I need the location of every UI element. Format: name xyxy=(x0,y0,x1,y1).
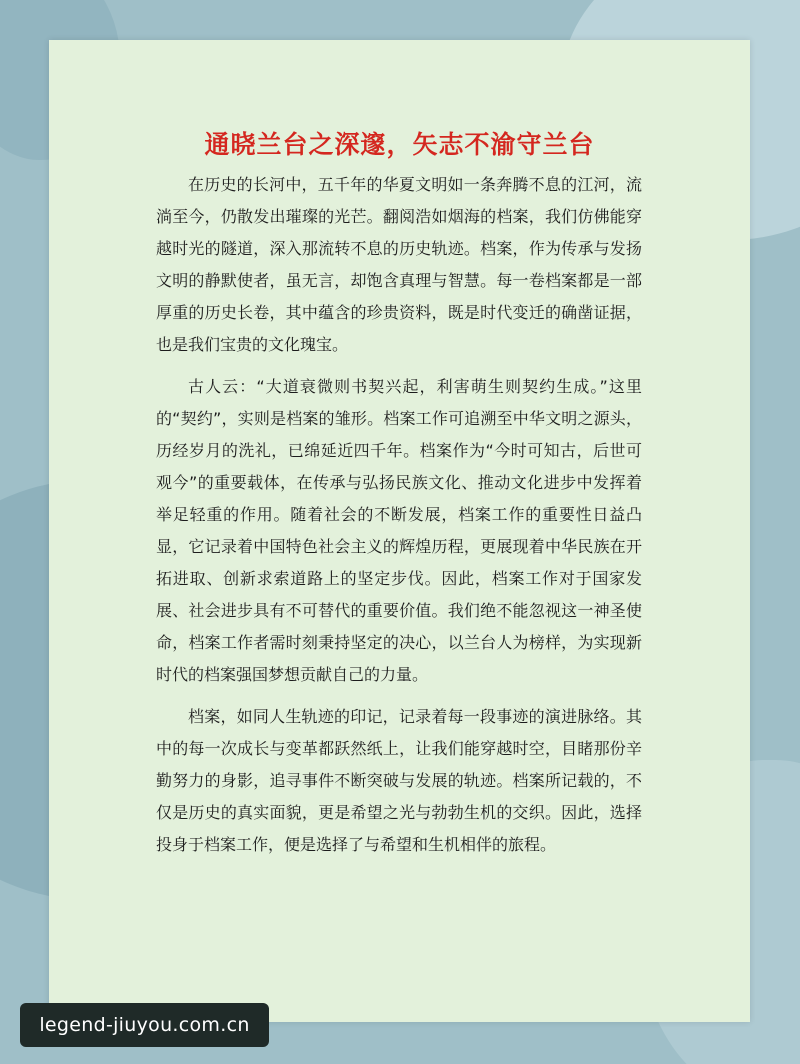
article-body xyxy=(156,169,642,871)
paragraph: 在历史的长河中，五千年的华夏文明如一条奔腾不息的江河，流淌至今，仍散发出璀璨的光芒。翻阅浩如烟海的档案，我们仿佛能穿越时光的隧道，深入那流转不息的历史轨迹。档案，作为传承与发扬文明的静默使者，虽无言，却饱含真理与智慧。每一卷档案都是一部厚重的历史长卷，其中蕴含的珍贵资料，既是时代变迁的确凿证据，也是我们宝贵的文化瑰宝。 xyxy=(156,175,642,354)
document-paper xyxy=(49,40,750,1022)
paragraph: 古人云：“大道衰微则书契兴起，利害萌生则契约生成。”这里的“契约”，实则是档案的雏形。档案工作可追溯至中华文明之源头，历经岁月的洗礼，已绵延近四千年。档案作为“今时可知古，后世可观今”的重要载体，在传承与弘扬民族文化、推动文化进步中发挥着举足轻重的作用。随着社会的不断发展，档案工作的重要性日益凸显，它记录着中国特色社会主义的辉煌历程，更展现着中华民族在开拓进取、创新求索道路上的坚定步伐。因此，档案工作对于国家发展、社会进步具有不可替代的重要价值。我们绝不能忽视这一神圣使命，档案工作者需时刻秉持坚定的决心，以兰台人为榜样，为实现新时代的档案强国梦想贡献自己的力量。 xyxy=(156,377,642,684)
paragraph: 档案，如同人生轨迹的印记，记录着每一段事迹的演进脉络。其中的每一次成长与变革都跃然纸上，让我们能穿越时空，目睹那份辛勤努力的身影，追寻事件不断突破与发展的轨迹。档案所记载的，不仅是历史的真实面貌，更是希望之光与勃勃生机的交织。因此，选择投身于档案工作，便是选择了与希望和生机相伴的旅程。 xyxy=(156,707,642,854)
site-watermark: legend-jiuyou.com.cn xyxy=(20,1003,269,1047)
article-title: 通晓兰台之深邃，矢志不渝守兰台 xyxy=(204,130,595,159)
